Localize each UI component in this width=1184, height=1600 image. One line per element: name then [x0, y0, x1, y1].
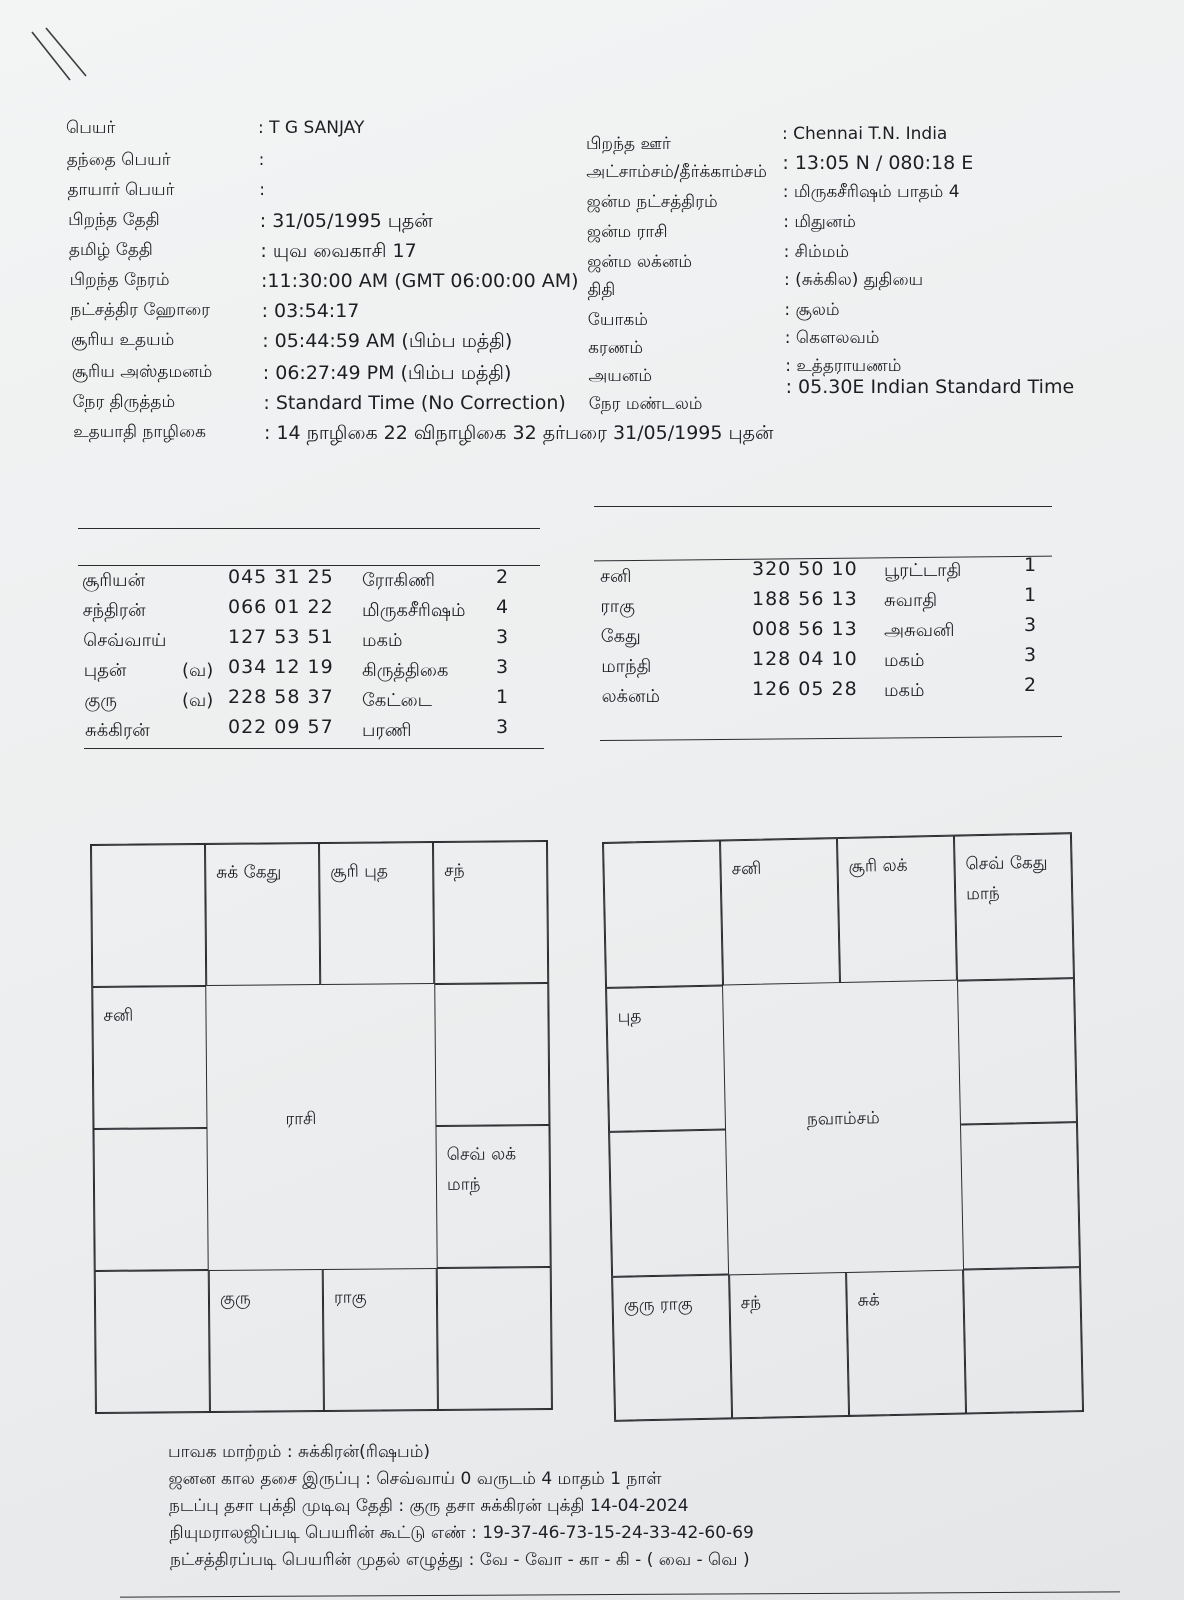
planet-name: மாந்தி — [601, 656, 652, 677]
planet-pada: 3 — [496, 716, 510, 738]
detail-label: பெயர் — [66, 118, 116, 138]
planet-pada: 3 — [1024, 614, 1038, 636]
detail-label: ஜன்ம லக்னம் — [587, 252, 693, 272]
rasi_chart-house-cell — [93, 1128, 208, 1271]
planet-degree: 128 04 10 — [752, 648, 858, 670]
detail-value: : மிருகசீரிஷம் பாதம் 4 — [782, 182, 960, 202]
rasi_chart-house-cell — [209, 1269, 324, 1412]
house-planets: சனி — [731, 858, 762, 880]
planet-degree: 034 12 19 — [228, 656, 334, 678]
navamsa_chart-house-cell — [729, 1271, 849, 1418]
detail-value: : கௌலவம் — [784, 328, 880, 348]
detail-value: :11:30:00 AM (GMT 06:00:00 AM) — [261, 270, 579, 292]
planet-degree: 066 01 22 — [228, 596, 334, 618]
planet-star: ரோகிணி — [362, 570, 436, 591]
navamsa_chart-house-cell — [612, 1274, 732, 1421]
planet-name: சூரியன் — [82, 570, 146, 591]
detail-label: தாயார் பெயர் — [67, 180, 175, 200]
planet-star: கேட்டை — [362, 690, 432, 711]
navamsa_chart-house-cell — [960, 1122, 1080, 1269]
rasi_chart-house-cell — [434, 983, 549, 1126]
bottom-rule — [120, 1591, 1120, 1597]
house-planets: புத — [617, 1005, 642, 1027]
footer-line: பாவக மாற்றம் : சுக்கிரன்(ரிஷபம்) — [168, 1442, 431, 1462]
detail-label: தமிழ் தேதி — [68, 240, 153, 260]
planet-pada: 1 — [1024, 554, 1038, 576]
detail-value: : Standard Time (No Correction) — [263, 392, 566, 414]
planet-degree: 045 31 25 — [228, 566, 334, 588]
rasi_chart-house-cell — [433, 841, 548, 984]
planet-star: அசுவனி — [884, 620, 955, 641]
house-planets: செவ் கேது — [965, 852, 1048, 875]
navamsa_chart-house-cell — [954, 833, 1074, 980]
table-rule — [594, 506, 1052, 507]
navamsa_chart-house-cell — [603, 841, 723, 988]
planet-pada: 2 — [1024, 674, 1038, 696]
detail-label: கரணம் — [588, 338, 644, 358]
detail-value: : 14 நாழிகை 22 விநாழிகை 32 தர்பரை 31/05/1995 புதன் — [264, 422, 774, 444]
detail-value: : T G SANJAY — [258, 118, 365, 138]
planet-degree: 188 56 13 — [752, 588, 858, 610]
detail-value: : 06:27:49 PM (பிம்ப மத்தி) — [262, 362, 512, 384]
retro-mark: (வ) — [182, 660, 214, 681]
house-planets: சந் — [740, 1292, 762, 1313]
planet-pada: 2 — [496, 566, 510, 588]
retro-mark: (வ) — [182, 690, 214, 711]
planet-degree: 127 53 51 — [228, 626, 334, 648]
planet-name: புதன் — [83, 660, 127, 681]
detail-label: சூரிய உதயம் — [71, 330, 175, 350]
house-planets: சந் — [444, 860, 465, 881]
detail-label: நேர திருத்தம் — [72, 392, 176, 412]
table-rule — [78, 528, 540, 529]
detail-value: : 13:05 N / 080:18 E — [782, 152, 974, 174]
planet-pada: 1 — [496, 686, 510, 708]
house-planets-line2: மாந் — [965, 883, 1000, 905]
planet-degree: 228 58 37 — [228, 686, 334, 708]
navamsa_chart-house-cell — [957, 978, 1077, 1125]
navamsa_chart-title: நவாம்சம் — [806, 1108, 880, 1130]
detail-label: ஜன்ம நட்சத்திரம் — [586, 192, 718, 212]
pen-slash-mark — [24, 26, 94, 86]
detail-label: உதயாதி நாழிகை — [73, 422, 206, 442]
detail-value: : (சுக்கில) துதியை — [784, 270, 924, 290]
detail-label: பிறந்த நேரம் — [69, 270, 170, 290]
footer-line: நியுமராலஜிப்படி பெயரின் கூட்டு எண் : 19-37-46-73-15-24-33-42-60-69 — [169, 1523, 754, 1543]
table-rule — [84, 748, 544, 749]
detail-value: : சிம்மம் — [783, 242, 850, 262]
detail-label: ஜன்ம ராசி — [586, 222, 668, 242]
detail-value: : யுவ வைகாசி 17 — [260, 240, 417, 262]
navamsa_chart-house-cell — [720, 838, 840, 985]
planet-pada: 4 — [496, 596, 510, 618]
planet-star: மகம் — [362, 630, 403, 651]
rasi_chart-house-cell — [91, 844, 206, 987]
planet-star: பரணி — [362, 720, 412, 741]
planet-star: மிருகசீரிஷம் — [362, 600, 466, 621]
detail-label: சூரிய அஸ்தமனம் — [71, 362, 213, 382]
planet-degree: 126 05 28 — [752, 678, 858, 700]
planet-pada: 3 — [496, 656, 510, 678]
house-planets-line2: மாந் — [446, 1174, 481, 1195]
planet-degree: 320 50 10 — [752, 558, 858, 580]
planet-pada: 3 — [1024, 644, 1038, 666]
planet-star: மகம் — [884, 680, 925, 701]
planet-name: செவ்வாய் — [83, 630, 167, 651]
house-planets: சுக் — [857, 1289, 880, 1311]
detail-label: பிறந்த ஊர் — [586, 134, 671, 154]
navamsa_chart-house-cell — [609, 1129, 729, 1276]
planet-star: மகம் — [884, 650, 925, 671]
footer-line: நடப்பு தசா புக்தி முடிவு தேதி : குரு தசா சுக்கிரன் புக்தி 14-04-2024 — [169, 1496, 689, 1516]
planet-pada: 1 — [1024, 584, 1038, 606]
rasi_chart-house-cell — [319, 842, 434, 985]
detail-value: : சூலம் — [784, 300, 840, 320]
house-planets: ராகு — [333, 1287, 367, 1308]
house-planets: குரு ராகு — [623, 1293, 693, 1316]
detail-value: : உத்தராயணம் — [785, 356, 902, 376]
planet-degree: 022 09 57 — [228, 716, 334, 738]
detail-label: அயனம் — [588, 366, 653, 386]
navamsa_chart-house-cell — [846, 1269, 966, 1416]
detail-label: அட்சாம்சம்/தீர்க்காம்சம் — [586, 162, 767, 182]
house-planets: சுக் கேது — [216, 862, 282, 883]
planet-name: சந்திரன் — [82, 600, 146, 621]
planet-name: சுக்கிரன் — [85, 720, 150, 741]
detail-value: : 31/05/1995 புதன் — [259, 210, 433, 232]
detail-value: : 03:54:17 — [261, 300, 360, 322]
rasi_chart-house-cell — [205, 843, 320, 986]
navamsa_chart-house-cell — [606, 985, 726, 1132]
planet-pada: 3 — [496, 626, 510, 648]
detail-label: பிறந்த தேதி — [68, 210, 160, 230]
planet-name: லக்னம் — [601, 686, 660, 707]
planet-degree: 008 56 13 — [752, 618, 858, 640]
detail-label: நேர மண்டலம் — [588, 394, 703, 414]
rasi_chart-house-cell — [92, 986, 207, 1129]
planet-name: ராகு — [600, 596, 635, 617]
planet-name: சனி — [600, 566, 632, 587]
detail-label: யோகம் — [587, 310, 648, 330]
planet-star: கிருத்திகை — [362, 660, 449, 681]
footer-line: ஜனன கால தசை இருப்பு : செவ்வாய் 0 வருடம் 4 மாதம் 1 நாள் — [168, 1469, 662, 1489]
house-planets: குரு — [219, 1288, 251, 1309]
navamsa_chart-house-cell — [963, 1267, 1083, 1414]
planet-star: சுவாதி — [884, 590, 938, 611]
navamsa_chart-house-cell — [837, 836, 957, 983]
rasi_chart-house-cell — [95, 1270, 210, 1413]
house-planets: சூரி புத — [330, 861, 388, 882]
navamsa_chart-grid — [602, 832, 1084, 1422]
detail-value: : Chennai T.N. India — [782, 124, 948, 144]
footer-line: நட்சத்திரப்படி பெயரின் முதல் எழுத்து : வே - வோ - கா - கி - ( வை - வெ ) — [170, 1550, 750, 1570]
rasi_chart-grid — [90, 840, 553, 1414]
table-rule — [600, 736, 1062, 741]
detail-value: : — [259, 180, 265, 200]
detail-label: தந்தை பெயர் — [66, 150, 171, 170]
rasi_chart-house-cell — [435, 1125, 550, 1268]
house-planets: சனி — [103, 1005, 134, 1026]
detail-value: : 05:44:59 AM (பிம்ப மத்தி) — [262, 330, 513, 352]
planet-name: கேது — [600, 626, 641, 647]
planet-star: பூரட்டாதி — [884, 560, 962, 581]
house-planets: செவ் லக் — [446, 1144, 517, 1165]
planet-name: குரு — [84, 690, 117, 711]
rasi_chart-house-cell — [437, 1267, 552, 1410]
rasi_chart-house-cell — [323, 1268, 438, 1411]
detail-value: : 05.30E Indian Standard Time — [785, 376, 1075, 398]
house-planets: சூரி லக் — [848, 855, 908, 877]
detail-label: திதி — [587, 280, 616, 300]
detail-label: நட்சத்திர ஹோரை — [70, 300, 211, 320]
detail-value: : மிதுனம் — [783, 212, 856, 232]
rasi_chart-title: ராசி — [285, 1109, 317, 1130]
detail-value: : — [258, 150, 265, 170]
